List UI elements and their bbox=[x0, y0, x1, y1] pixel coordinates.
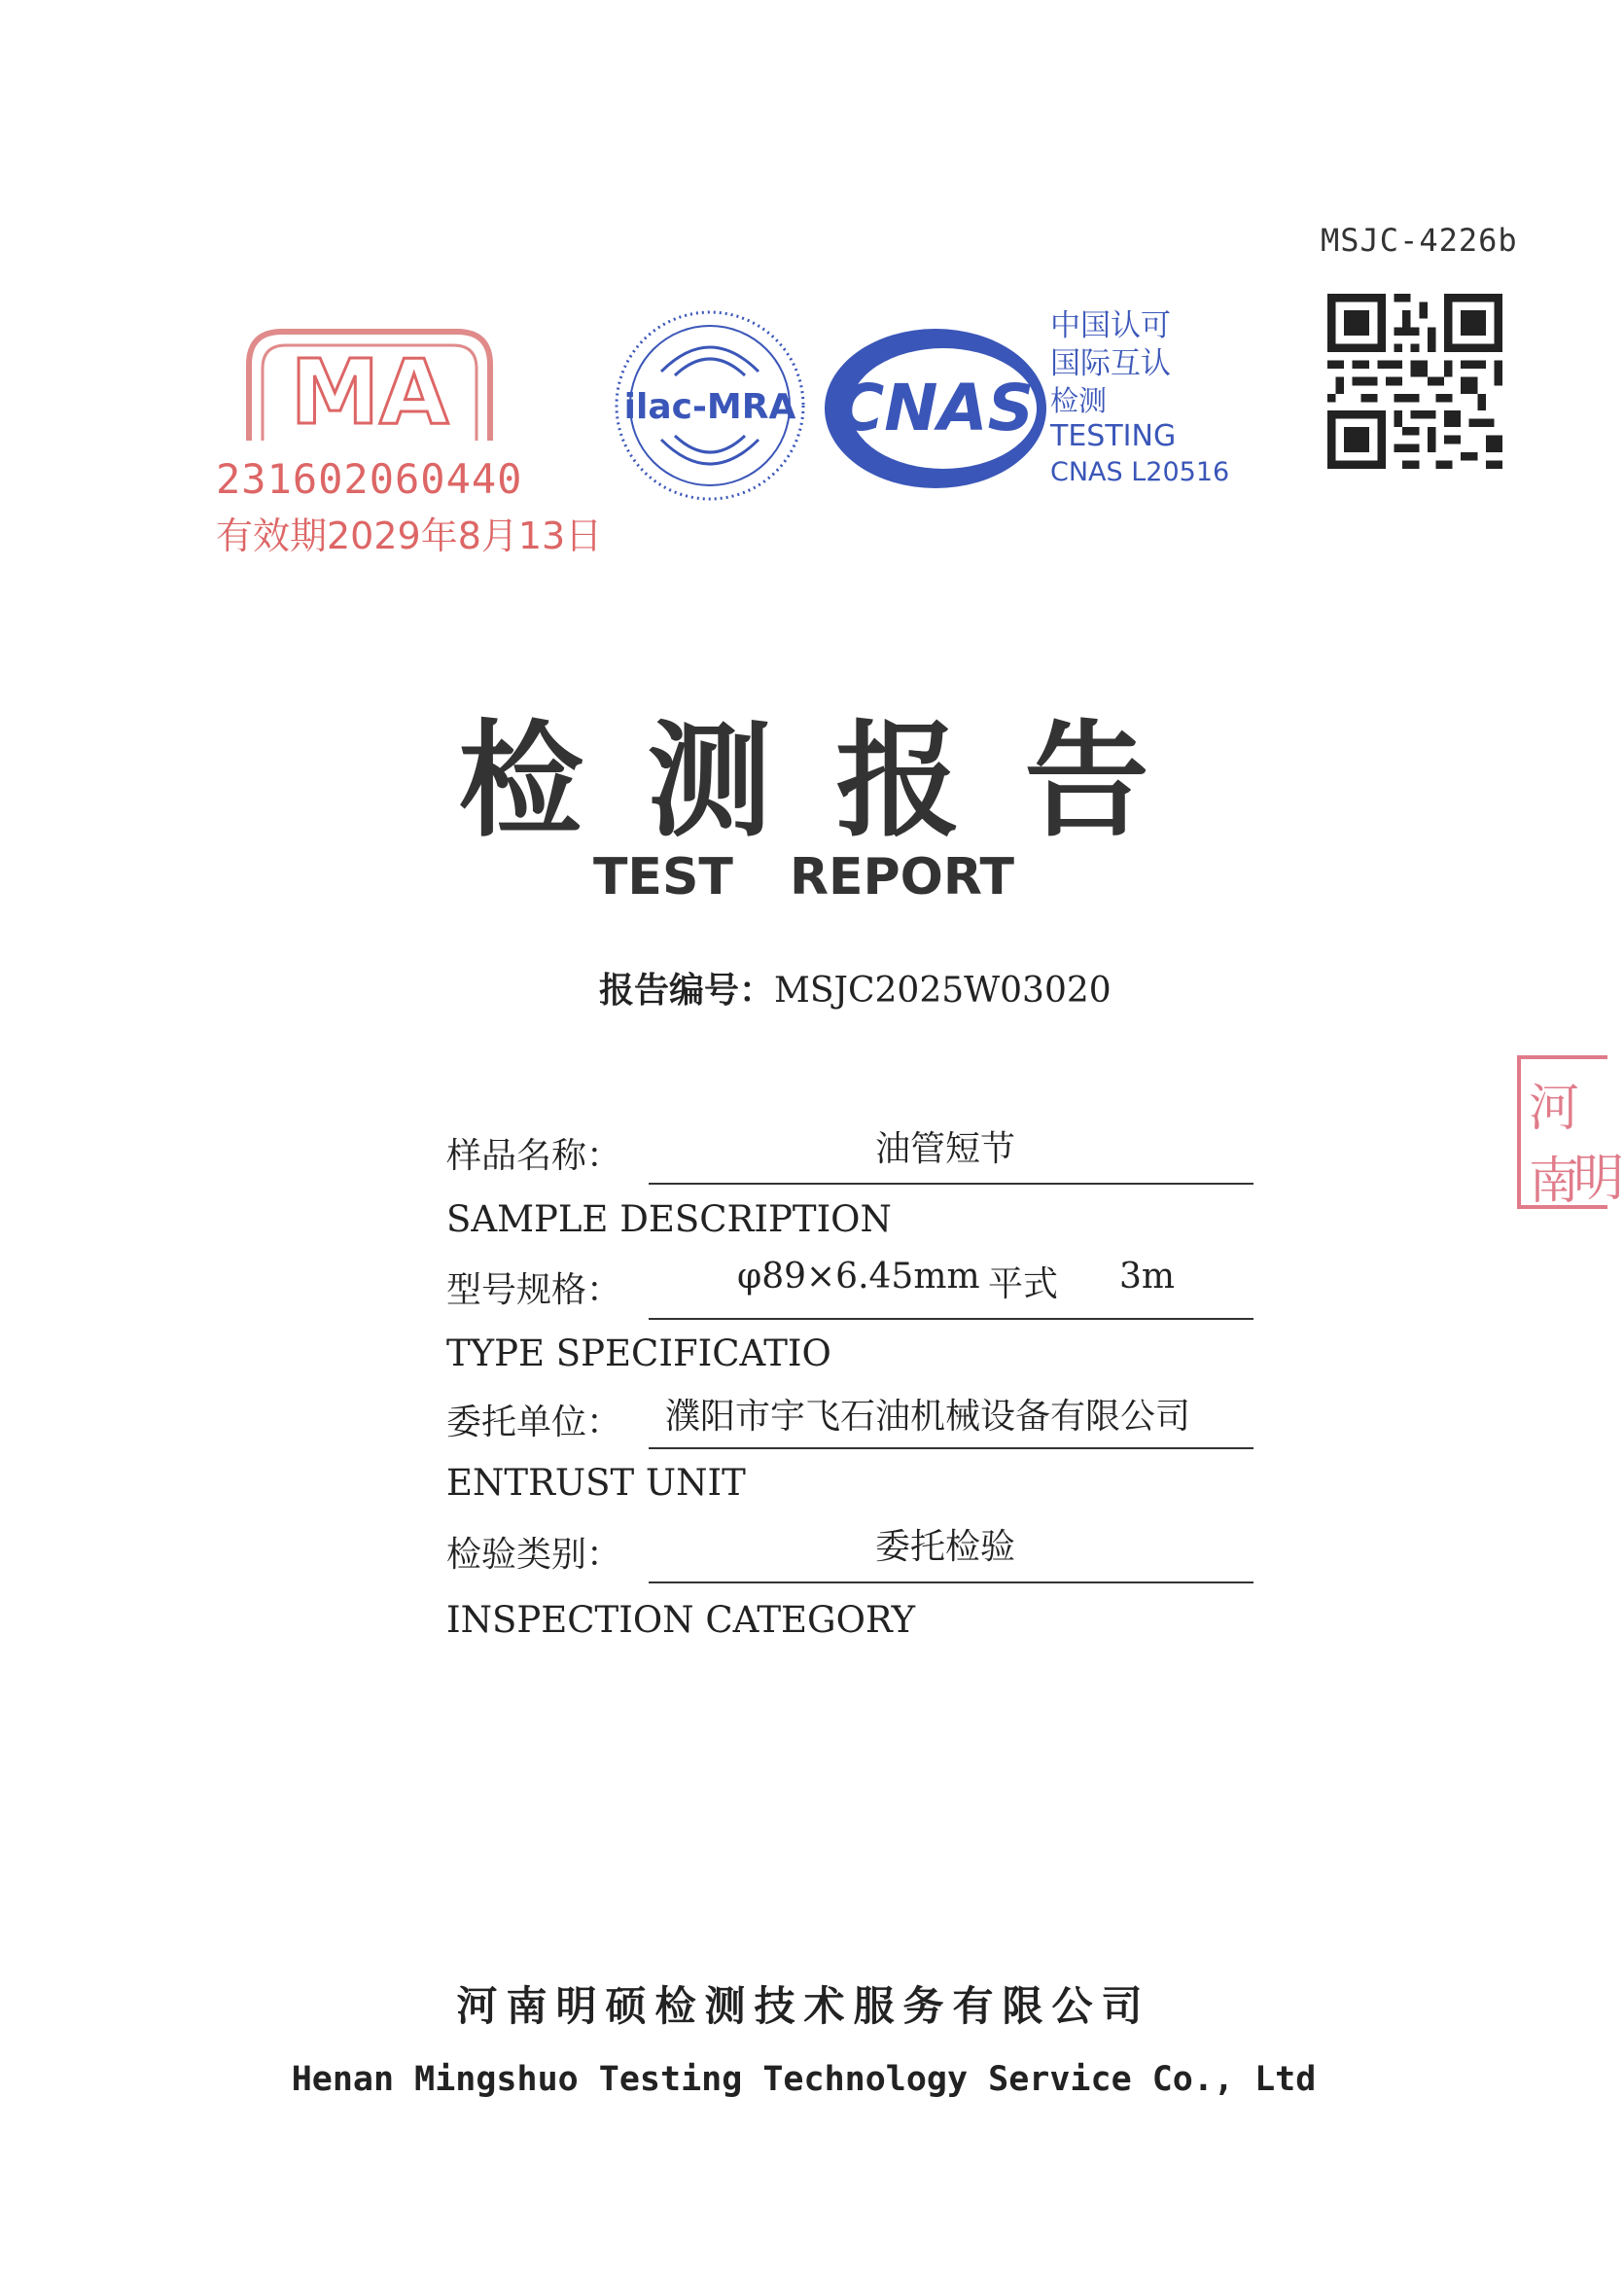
entrust-unit-label: 委托单位： bbox=[446, 1403, 622, 1442]
ilac-text: ilac-MRA bbox=[623, 387, 796, 427]
ma-logo-icon bbox=[243, 326, 496, 447]
cnas-info bbox=[1050, 307, 1229, 490]
inspection-category-line bbox=[649, 1581, 1253, 1583]
document-code: MSJC-4226b bbox=[1321, 222, 1518, 259]
entrust-unit-label-en: ENTRUST UNIT bbox=[446, 1462, 746, 1504]
cnas-logo-icon bbox=[819, 319, 1052, 494]
cnas-mark: CNAS bbox=[836, 371, 1035, 445]
title-en: TEST REPORT bbox=[592, 848, 1015, 906]
type-specification-label: 型号规格： bbox=[446, 1270, 622, 1310]
inspection-category-label: 检验类别： bbox=[446, 1535, 622, 1575]
inspection-category-value: 委托检验 bbox=[875, 1527, 1016, 1567]
type-specification-length: 3m bbox=[1119, 1257, 1176, 1297]
sample-description-line bbox=[649, 1183, 1253, 1185]
qr-code-icon bbox=[1327, 294, 1502, 469]
company-name-en: Henan Mingshuo Testing Technology Service Co., Ltd bbox=[291, 2060, 1317, 2099]
ilac-mra-logo-icon bbox=[611, 303, 810, 508]
title-cn: 检测报告 bbox=[458, 709, 1214, 854]
sample-description-value: 油管短节 bbox=[875, 1129, 1016, 1169]
ma-cert-number: 231602060440 bbox=[216, 455, 523, 503]
type-specification-line bbox=[649, 1318, 1253, 1320]
company-name-cn: 河南明硕检测技术服务有限公司 bbox=[456, 1982, 1151, 2030]
report-number bbox=[599, 963, 1112, 1013]
entrust-unit-value: 濮阳市宇飞石油机械设备有限公司 bbox=[665, 1397, 1191, 1437]
cnas-line-2: 国际互认 bbox=[1050, 346, 1171, 381]
sample-description-label: 样品名称： bbox=[446, 1136, 622, 1176]
type-specification-connection: 平式 bbox=[988, 1264, 1059, 1304]
cnas-line-4: TESTING bbox=[1050, 419, 1177, 453]
side-seal-stamp bbox=[1517, 1055, 1624, 1211]
type-specification-dimension: φ89×6.45mm bbox=[737, 1257, 980, 1297]
cnas-line-5: CNAS L20516 bbox=[1050, 457, 1230, 487]
type-specification-label-en: TYPE SPECIFICATIO bbox=[446, 1332, 831, 1374]
ma-mark: MA bbox=[290, 340, 449, 444]
report-number-label: 报告编号： bbox=[599, 971, 775, 1011]
ma-validity: 有效期2029年8月13日 bbox=[216, 515, 603, 557]
inspection-category-label-en: INSPECTION CATEGORY bbox=[446, 1599, 916, 1641]
sample-description-label-en: SAMPLE DESCRIPTION bbox=[446, 1198, 892, 1240]
entrust-unit-line bbox=[649, 1447, 1253, 1449]
cnas-line-1: 中国认可 bbox=[1050, 308, 1171, 343]
side-seal-text-1: 河南 bbox=[1529, 1080, 1580, 1211]
report-number-value: MSJC2025W03020 bbox=[774, 971, 1112, 1011]
side-seal-text-2: 明 bbox=[1573, 1150, 1624, 1208]
cnas-line-3: 检测 bbox=[1050, 384, 1108, 417]
